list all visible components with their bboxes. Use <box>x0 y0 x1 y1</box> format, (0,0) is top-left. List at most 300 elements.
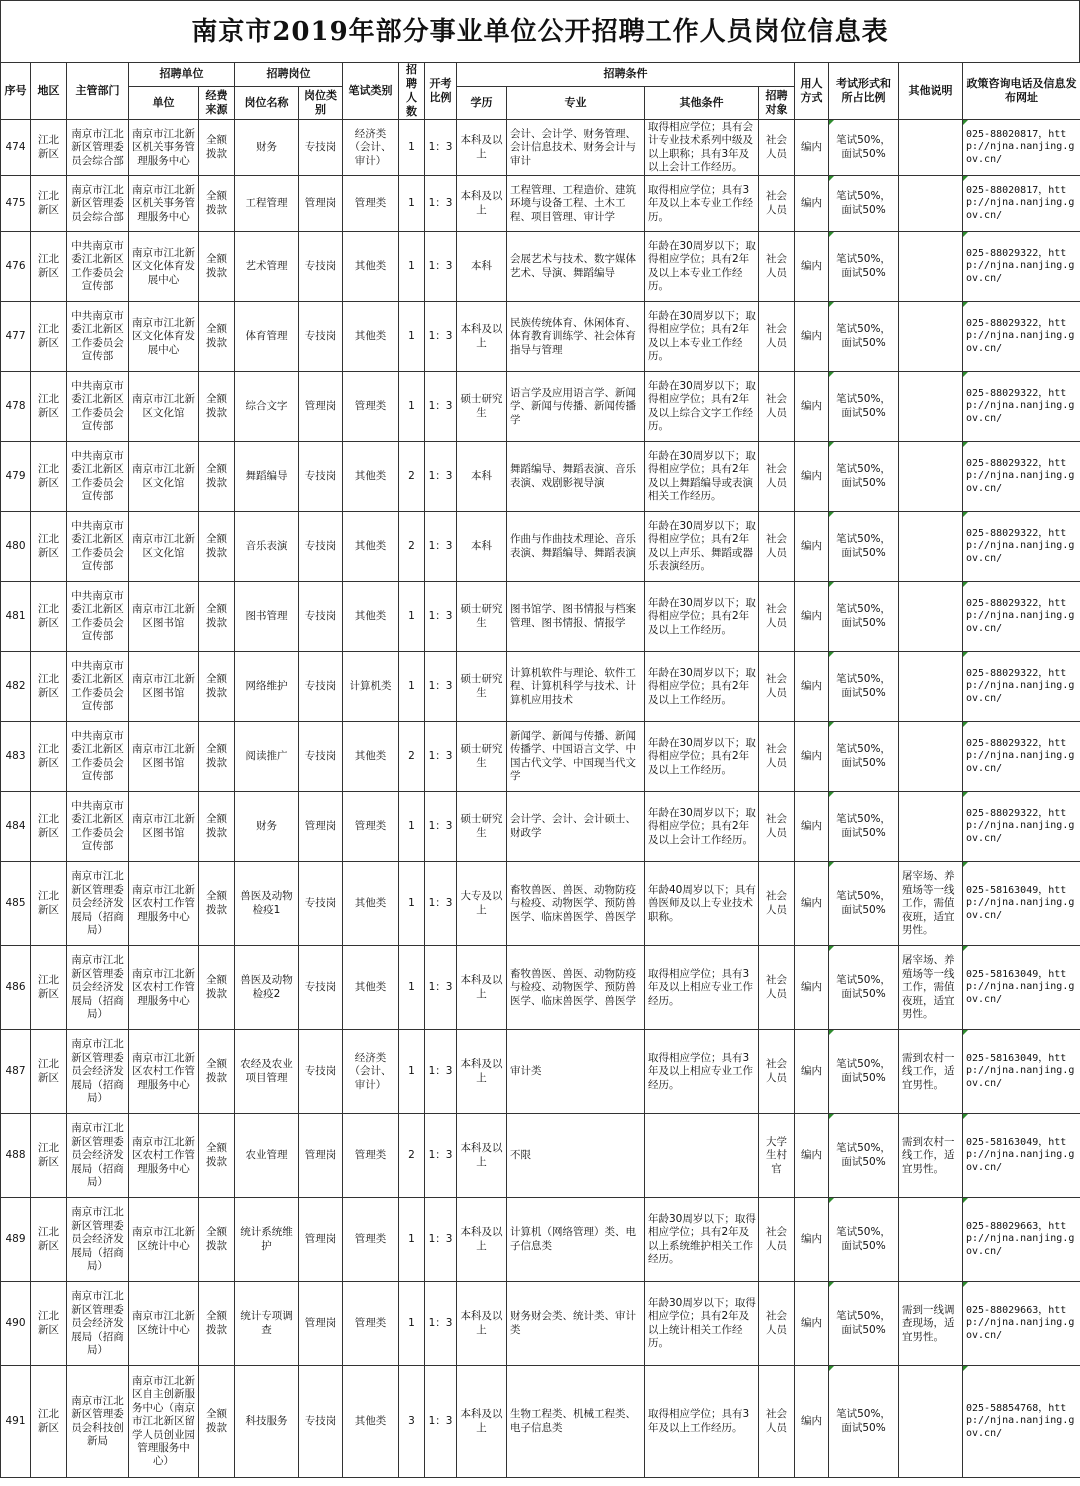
cell-major: 工程管理、工程造价、建筑环境与设备工程、土木工程、项目管理、审计学 <box>507 176 645 232</box>
cell-region: 江北新区 <box>31 372 67 442</box>
cell-other: 年龄30周岁以下；取得相应学位；具有2年及以上系统维护相关工作经历。 <box>645 1198 759 1282</box>
cell-hire: 编内 <box>795 512 829 582</box>
cell-hire: 编内 <box>795 1366 829 1478</box>
cell-notes <box>899 792 963 862</box>
cell-exam-form: 笔试50%，面试50% <box>829 652 899 722</box>
cell-seq: 491 <box>1 1366 31 1478</box>
cell-seq: 481 <box>1 582 31 652</box>
cell-fund: 全额拨款 <box>199 722 235 792</box>
cell-post-type: 专技岗 <box>299 232 343 302</box>
cell-hire: 编内 <box>795 1198 829 1282</box>
cell-ratio: 1：3 <box>425 302 457 372</box>
cell-notes <box>899 582 963 652</box>
cell-unit: 南京市江北新区图书馆 <box>129 792 199 862</box>
cell-post-name: 农经及农业项目管理 <box>235 1030 299 1114</box>
cell-dept: 中共南京市委江北新区工作委员会宣传部 <box>67 722 129 792</box>
cell-post-name: 工程管理 <box>235 176 299 232</box>
cell-major: 新闻学、新闻与传播、新闻传播学、中国语言文学、中国古代文学、中国现当代文学 <box>507 722 645 792</box>
cell-num: 2 <box>399 722 425 792</box>
cell-unit: 南京市江北新区农村工作管理服务中心 <box>129 1114 199 1198</box>
cell-other: 年龄在30周岁以下；取得相应学位；具有2年及以上综合文字工作经历。 <box>645 372 759 442</box>
cell-notes: 屠宰场、养殖场等一线工作，需值夜班，适宜男性。 <box>899 862 963 946</box>
cell-post-name: 阅读推广 <box>235 722 299 792</box>
cell-ratio: 1：3 <box>425 1030 457 1114</box>
cell-major: 语言学及应用语言学、新闻学、新闻与传播、新闻传播学 <box>507 372 645 442</box>
cell-edu: 硕士研究生 <box>457 792 507 862</box>
header-major: 专业 <box>507 86 645 120</box>
cell-post-name: 财务 <box>235 792 299 862</box>
table-row <box>1 120 1080 176</box>
cell-post-name: 艺术管理 <box>235 232 299 302</box>
cell-contact: 025-88029322，http://njna.nanjing.gov.cn/ <box>963 792 1080 862</box>
cell-seq: 487 <box>1 1030 31 1114</box>
cell-region: 江北新区 <box>31 582 67 652</box>
cell-target: 社会人员 <box>759 120 795 176</box>
cell-region: 江北新区 <box>31 442 67 512</box>
cell-edu: 硕士研究生 <box>457 372 507 442</box>
header-exam-form: 考试形式和所占比例 <box>829 63 899 120</box>
cell-seq: 478 <box>1 372 31 442</box>
cell-target: 社会人员 <box>759 176 795 232</box>
cell-ratio: 1：3 <box>425 512 457 582</box>
cell-region: 江北新区 <box>31 1030 67 1114</box>
cell-hire: 编内 <box>795 1282 829 1366</box>
cell-contact: 025-88020817，http://njna.nanjing.gov.cn/ <box>963 120 1080 176</box>
cell-unit: 南京市江北新区文化馆 <box>129 442 199 512</box>
cell-ratio: 1：3 <box>425 582 457 652</box>
cell-target: 社会人员 <box>759 722 795 792</box>
table-row <box>1 1198 1080 1282</box>
cell-contact: 025-58163049，http://njna.nanjing.gov.cn/ <box>963 946 1080 1030</box>
cell-hire: 编内 <box>795 120 829 176</box>
cell-major: 畜牧兽医、兽医、动物防疫与检疫、动物医学、预防兽医学、临床兽医学、兽医学 <box>507 946 645 1030</box>
header-region: 地区 <box>31 63 67 120</box>
cell-dept: 南京市江北新区管理委员会综合部 <box>67 176 129 232</box>
cell-num: 1 <box>399 1198 425 1282</box>
cell-num: 1 <box>399 652 425 722</box>
cell-major: 财务财会类、统计类、审计类 <box>507 1282 645 1366</box>
cell-exam-type: 管理类 <box>343 372 399 442</box>
cell-fund: 全额拨款 <box>199 302 235 372</box>
table-row <box>1 372 1080 442</box>
cell-post-type: 专技岗 <box>299 302 343 372</box>
cell-exam-type: 计算机类 <box>343 652 399 722</box>
cell-num: 1 <box>399 862 425 946</box>
cell-unit: 南京市江北新区农村工作管理服务中心 <box>129 946 199 1030</box>
cell-exam-form: 笔试50%，面试50% <box>829 946 899 1030</box>
cell-contact: 025-58163049，http://njna.nanjing.gov.cn/ <box>963 1114 1080 1198</box>
cell-seq: 484 <box>1 792 31 862</box>
cell-contact: 025-88029322，http://njna.nanjing.gov.cn/ <box>963 652 1080 722</box>
cell-contact: 025-88029322，http://njna.nanjing.gov.cn/ <box>963 722 1080 792</box>
cell-post-type: 管理岗 <box>299 372 343 442</box>
cell-dept: 中共南京市委江北新区工作委员会宣传部 <box>67 792 129 862</box>
cell-fund: 全额拨款 <box>199 1114 235 1198</box>
cell-num: 2 <box>399 442 425 512</box>
cell-dept: 中共南京市委江北新区工作委员会宣传部 <box>67 372 129 442</box>
table-row <box>1 582 1080 652</box>
cell-unit: 南京市江北新区图书馆 <box>129 652 199 722</box>
cell-notes: 需到农村一线工作，适宜男性。 <box>899 1030 963 1114</box>
cell-region: 江北新区 <box>31 1282 67 1366</box>
cell-num: 1 <box>399 232 425 302</box>
cell-num: 1 <box>399 582 425 652</box>
cell-dept: 南京市江北新区管理委员会经济发展局（招商局） <box>67 862 129 946</box>
cell-post-name: 财务 <box>235 120 299 176</box>
cell-post-name: 科技服务 <box>235 1366 299 1478</box>
cell-fund: 全额拨款 <box>199 372 235 442</box>
cell-ratio: 1：3 <box>425 862 457 946</box>
header-other: 其他条件 <box>645 86 759 120</box>
cell-edu: 本科 <box>457 512 507 582</box>
cell-unit: 南京市江北新区统计中心 <box>129 1282 199 1366</box>
cell-post-name: 舞蹈编导 <box>235 442 299 512</box>
cell-seq: 486 <box>1 946 31 1030</box>
cell-edu: 硕士研究生 <box>457 722 507 792</box>
cell-ratio: 1：3 <box>425 792 457 862</box>
cell-exam-type: 其他类 <box>343 722 399 792</box>
cell-num: 2 <box>399 1114 425 1198</box>
cell-major: 民族传统体育、休闲体育、体育教育训练学、社会体育指导与管理 <box>507 302 645 372</box>
cell-exam-type: 管理类 <box>343 1282 399 1366</box>
header-num: 招聘人数 <box>399 63 425 120</box>
cell-hire: 编内 <box>795 232 829 302</box>
cell-fund: 全额拨款 <box>199 442 235 512</box>
cell-post-name: 统计专项调查 <box>235 1282 299 1366</box>
cell-dept: 南京市江北新区管理委员会经济发展局（招商局） <box>67 1114 129 1198</box>
header-post-type: 岗位类别 <box>299 86 343 120</box>
cell-exam-form: 笔试50%，面试50% <box>829 1114 899 1198</box>
cell-dept: 中共南京市委江北新区工作委员会宣传部 <box>67 302 129 372</box>
cell-dept: 中共南京市委江北新区工作委员会宣传部 <box>67 652 129 722</box>
header-edu: 学历 <box>457 86 507 120</box>
cell-fund: 全额拨款 <box>199 862 235 946</box>
cell-exam-form: 笔试50%，面试50% <box>829 372 899 442</box>
cell-post-type: 专技岗 <box>299 442 343 512</box>
cell-other: 年龄在30周岁以下；取得相应学位；具有2年及以上工作经历。 <box>645 582 759 652</box>
cell-target: 社会人员 <box>759 946 795 1030</box>
cell-other: 取得相应学位；具有3年及以上相应专业工作经历。 <box>645 946 759 1030</box>
cell-other: 取得相应学位；具有3年及以上工作经历。 <box>645 1366 759 1478</box>
cell-post-type: 专技岗 <box>299 652 343 722</box>
table-row <box>1 792 1080 862</box>
cell-region: 江北新区 <box>31 120 67 176</box>
cell-num: 1 <box>399 176 425 232</box>
cell-fund: 全额拨款 <box>199 1030 235 1114</box>
cell-notes <box>899 372 963 442</box>
cell-exam-type: 经济类（会计、审计） <box>343 120 399 176</box>
cell-other: 年龄在30周岁以下；取得相应学位；具有2年及以上声乐、舞蹈或器乐表演经历。 <box>645 512 759 582</box>
cell-region: 江北新区 <box>31 946 67 1030</box>
table-row <box>1 302 1080 372</box>
cell-exam-type: 管理类 <box>343 792 399 862</box>
cell-num: 1 <box>399 372 425 442</box>
cell-num: 1 <box>399 302 425 372</box>
cell-major: 计算机软件与理论、软件工程、计算机科学与技术、计算机应用技术 <box>507 652 645 722</box>
cell-ratio: 1：3 <box>425 1198 457 1282</box>
cell-seq: 490 <box>1 1282 31 1366</box>
cell-seq: 485 <box>1 862 31 946</box>
cell-post-type: 专技岗 <box>299 1366 343 1478</box>
cell-post-name: 综合文字 <box>235 372 299 442</box>
cell-edu: 本科及以上 <box>457 176 507 232</box>
cell-edu: 本科及以上 <box>457 302 507 372</box>
cell-notes <box>899 1366 963 1478</box>
cell-dept: 南京市江北新区管理委员会经济发展局（招商局） <box>67 1282 129 1366</box>
cell-contact: 025-88029322，http://njna.nanjing.gov.cn/ <box>963 512 1080 582</box>
cell-post-type: 专技岗 <box>299 946 343 1030</box>
cell-edu: 大专及以上 <box>457 862 507 946</box>
cell-other: 取得相应学位；具有3年及以上相应专业工作经历。 <box>645 1030 759 1114</box>
cell-region: 江北新区 <box>31 512 67 582</box>
table-row <box>1 176 1080 232</box>
cell-contact: 025-88029663，http://njna.nanjing.gov.cn/ <box>963 1282 1080 1366</box>
table-row <box>1 1366 1080 1478</box>
cell-edu: 本科 <box>457 232 507 302</box>
cell-region: 江北新区 <box>31 1366 67 1478</box>
cell-exam-type: 管理类 <box>343 176 399 232</box>
cell-hire: 编内 <box>795 442 829 512</box>
table-row <box>1 1114 1080 1198</box>
header-exam-type: 笔试类别 <box>343 63 399 120</box>
cell-dept: 中共南京市委江北新区工作委员会宣传部 <box>67 512 129 582</box>
cell-contact: 025-58163049，http://njna.nanjing.gov.cn/ <box>963 862 1080 946</box>
cell-region: 江北新区 <box>31 302 67 372</box>
cell-major: 会计学、会计、会计硕士、财政学 <box>507 792 645 862</box>
cell-major: 作曲与作曲技术理论、音乐表演、舞蹈编导、舞蹈表演 <box>507 512 645 582</box>
cell-unit: 南京市江北新区机关事务管理服务中心 <box>129 176 199 232</box>
table-row <box>1 946 1080 1030</box>
cell-ratio: 1：3 <box>425 232 457 302</box>
cell-post-type: 专技岗 <box>299 1030 343 1114</box>
cell-notes <box>899 1198 963 1282</box>
cell-seq: 489 <box>1 1198 31 1282</box>
cell-exam-form: 笔试50%，面试50% <box>829 792 899 862</box>
cell-exam-type: 管理类 <box>343 1114 399 1198</box>
cell-hire: 编内 <box>795 722 829 792</box>
cell-exam-form: 笔试50%，面试50% <box>829 232 899 302</box>
table-row <box>1 722 1080 792</box>
cell-contact: 025-88020817，http://njna.nanjing.gov.cn/ <box>963 176 1080 232</box>
cell-notes: 需到一线调查现场，适宜男性。 <box>899 1282 963 1366</box>
header-unit: 单位 <box>129 86 199 120</box>
cell-ratio: 1：3 <box>425 176 457 232</box>
cell-post-type: 管理岗 <box>299 1114 343 1198</box>
cell-fund: 全额拨款 <box>199 1366 235 1478</box>
cell-target: 社会人员 <box>759 652 795 722</box>
cell-notes <box>899 302 963 372</box>
cell-post-type: 专技岗 <box>299 582 343 652</box>
cell-exam-form: 笔试50%，面试50% <box>829 176 899 232</box>
cell-dept: 南京市江北新区管理委员会经济发展局（招商局） <box>67 946 129 1030</box>
header-seq: 序号 <box>1 63 31 120</box>
cell-seq: 488 <box>1 1114 31 1198</box>
cell-unit: 南京市江北新区图书馆 <box>129 722 199 792</box>
cell-post-type: 专技岗 <box>299 862 343 946</box>
cell-hire: 编内 <box>795 582 829 652</box>
cell-region: 江北新区 <box>31 792 67 862</box>
cell-edu: 本科及以上 <box>457 1198 507 1282</box>
cell-edu: 本科及以上 <box>457 1366 507 1478</box>
cell-target: 社会人员 <box>759 792 795 862</box>
cell-num: 1 <box>399 120 425 176</box>
cell-edu: 本科及以上 <box>457 1282 507 1366</box>
cell-hire: 编内 <box>795 1030 829 1114</box>
cell-hire: 编内 <box>795 792 829 862</box>
table-row <box>1 1030 1080 1114</box>
header-post-name: 岗位名称 <box>235 86 299 120</box>
cell-hire: 编内 <box>795 372 829 442</box>
cell-target: 社会人员 <box>759 372 795 442</box>
table-row <box>1 652 1080 722</box>
cell-other: 取得相应学位；具有3年及以上本专业工作经历。 <box>645 176 759 232</box>
cell-fund: 全额拨款 <box>199 652 235 722</box>
cell-target: 社会人员 <box>759 512 795 582</box>
cell-notes: 屠宰场、养殖场等一线工作，需值夜班，适宜男性。 <box>899 946 963 1030</box>
cell-exam-form: 笔试50%，面试50% <box>829 862 899 946</box>
cell-hire: 编内 <box>795 302 829 372</box>
cell-other: 年龄30周岁以下；取得相应学位；具有2年及以上统计相关工作经历。 <box>645 1282 759 1366</box>
job-info-table <box>0 62 1080 1478</box>
cell-region: 江北新区 <box>31 232 67 302</box>
cell-ratio: 1：3 <box>425 652 457 722</box>
cell-post-name: 统计系统维护 <box>235 1198 299 1282</box>
cell-ratio: 1：3 <box>425 1366 457 1478</box>
cell-exam-form: 笔试50%，面试50% <box>829 302 899 372</box>
header-unit-group: 招聘单位 <box>129 63 235 87</box>
cell-unit: 南京市江北新区农村工作管理服务中心 <box>129 1030 199 1114</box>
cell-target: 社会人员 <box>759 442 795 512</box>
cell-exam-form: 笔试50%，面试50% <box>829 1198 899 1282</box>
cell-major: 会展艺术与技术、数字媒体艺术、导演、舞蹈编导 <box>507 232 645 302</box>
cell-contact: 025-88029663，http://njna.nanjing.gov.cn/ <box>963 1198 1080 1282</box>
cell-post-type: 专技岗 <box>299 120 343 176</box>
cell-major: 审计类 <box>507 1030 645 1114</box>
cell-unit: 南京市江北新区图书馆 <box>129 582 199 652</box>
cell-seq: 482 <box>1 652 31 722</box>
cell-post-name: 网络维护 <box>235 652 299 722</box>
cell-target: 大学生村官 <box>759 1114 795 1198</box>
cell-exam-type: 其他类 <box>343 862 399 946</box>
cell-seq: 476 <box>1 232 31 302</box>
cell-dept: 中共南京市委江北新区工作委员会宣传部 <box>67 232 129 302</box>
cell-other: 取得相应学位；具有会计专业技术系列中级及以上职称；具有3年及以上会计工作经历。 <box>645 120 759 176</box>
table-row <box>1 512 1080 582</box>
cell-exam-type: 其他类 <box>343 232 399 302</box>
cell-unit: 南京市江北新区文化馆 <box>129 372 199 442</box>
cell-unit: 南京市江北新区自主创新服务中心（南京市江北新区留学人员创业园管理服务中心） <box>129 1366 199 1478</box>
cell-exam-type: 其他类 <box>343 302 399 372</box>
cell-notes <box>899 176 963 232</box>
cell-ratio: 1：3 <box>425 1114 457 1198</box>
table-row <box>1 862 1080 946</box>
cell-edu: 本科及以上 <box>457 1030 507 1114</box>
cell-region: 江北新区 <box>31 1198 67 1282</box>
cell-exam-form: 笔试50%，面试50% <box>829 512 899 582</box>
cell-hire: 编内 <box>795 862 829 946</box>
cell-target: 社会人员 <box>759 1030 795 1114</box>
cell-major: 计算机（网络管理）类、电子信息类 <box>507 1198 645 1282</box>
cell-exam-type: 其他类 <box>343 582 399 652</box>
cell-region: 江北新区 <box>31 862 67 946</box>
cell-post-name: 音乐表演 <box>235 512 299 582</box>
cell-dept: 南京市江北新区管理委员会科技创新局 <box>67 1366 129 1478</box>
cell-fund: 全额拨款 <box>199 120 235 176</box>
cell-major: 生物工程类、机械工程类、电子信息类 <box>507 1366 645 1478</box>
cell-dept: 南京市江北新区管理委员会经济发展局（招商局） <box>67 1030 129 1114</box>
table-row <box>1 232 1080 302</box>
cell-fund: 全额拨款 <box>199 582 235 652</box>
header-post-group: 招聘岗位 <box>235 63 343 87</box>
cell-notes: 需到农村一线工作，适宜男性。 <box>899 1114 963 1198</box>
cell-seq: 474 <box>1 120 31 176</box>
cell-hire: 编内 <box>795 1114 829 1198</box>
cell-exam-form: 笔试50%，面试50% <box>829 582 899 652</box>
cell-dept: 中共南京市委江北新区工作委员会宣传部 <box>67 442 129 512</box>
cell-other: 年龄在30周岁以下；取得相应学位；具有2年及以上本专业工作经历。 <box>645 232 759 302</box>
cell-exam-type: 经济类（会计、审计） <box>343 1030 399 1114</box>
table-body <box>1 120 1080 1478</box>
cell-contact: 025-88029322，http://njna.nanjing.gov.cn/ <box>963 232 1080 302</box>
cell-num: 1 <box>399 1030 425 1114</box>
header-notes: 其他说明 <box>899 63 963 120</box>
cell-notes <box>899 232 963 302</box>
cell-edu: 本科及以上 <box>457 120 507 176</box>
cell-post-type: 专技岗 <box>299 722 343 792</box>
cell-exam-type: 其他类 <box>343 946 399 1030</box>
cell-fund: 全额拨款 <box>199 1198 235 1282</box>
cell-other: 年龄在30周岁以下；取得相应学位；具有2年及以上会计工作经历。 <box>645 792 759 862</box>
cell-post-type: 管理岗 <box>299 1198 343 1282</box>
header-dept: 主管部门 <box>67 63 129 120</box>
cell-unit: 南京市江北新区文化体育发展中心 <box>129 302 199 372</box>
cell-notes <box>899 722 963 792</box>
cell-seq: 479 <box>1 442 31 512</box>
cell-num: 1 <box>399 946 425 1030</box>
cell-num: 1 <box>399 1282 425 1366</box>
cell-region: 江北新区 <box>31 176 67 232</box>
cell-exam-form: 笔试50%，面试50% <box>829 120 899 176</box>
cell-hire: 编内 <box>795 652 829 722</box>
cell-fund: 全额拨款 <box>199 232 235 302</box>
cell-notes <box>899 120 963 176</box>
header-ratio: 开考比例 <box>425 63 457 120</box>
cell-post-name: 农业管理 <box>235 1114 299 1198</box>
cell-edu: 本科及以上 <box>457 1114 507 1198</box>
cell-edu: 本科及以上 <box>457 946 507 1030</box>
cell-exam-form: 笔试50%，面试50% <box>829 722 899 792</box>
cell-ratio: 1：3 <box>425 1282 457 1366</box>
cell-exam-type: 其他类 <box>343 442 399 512</box>
cell-edu: 硕士研究生 <box>457 652 507 722</box>
cell-edu: 本科 <box>457 442 507 512</box>
cell-region: 江北新区 <box>31 722 67 792</box>
page-title: 南京市2019年部分事业单位公开招聘工作人员岗位信息表 <box>0 0 1080 62</box>
cell-hire: 编内 <box>795 176 829 232</box>
cell-ratio: 1：3 <box>425 442 457 512</box>
cell-target: 社会人员 <box>759 1366 795 1478</box>
table-row <box>1 1282 1080 1366</box>
cell-edu: 硕士研究生 <box>457 582 507 652</box>
cell-major: 图书馆学、图书情报与档案管理、图书情报、情报学 <box>507 582 645 652</box>
cell-target: 社会人员 <box>759 302 795 372</box>
cell-target: 社会人员 <box>759 1198 795 1282</box>
cell-notes <box>899 442 963 512</box>
cell-num: 2 <box>399 512 425 582</box>
header-contact: 政策咨询电话及信息发布网址 <box>963 63 1080 120</box>
cell-other: 年龄40周岁以下；具有兽医师及以上专业技术职称。 <box>645 862 759 946</box>
cell-post-name: 体育管理 <box>235 302 299 372</box>
